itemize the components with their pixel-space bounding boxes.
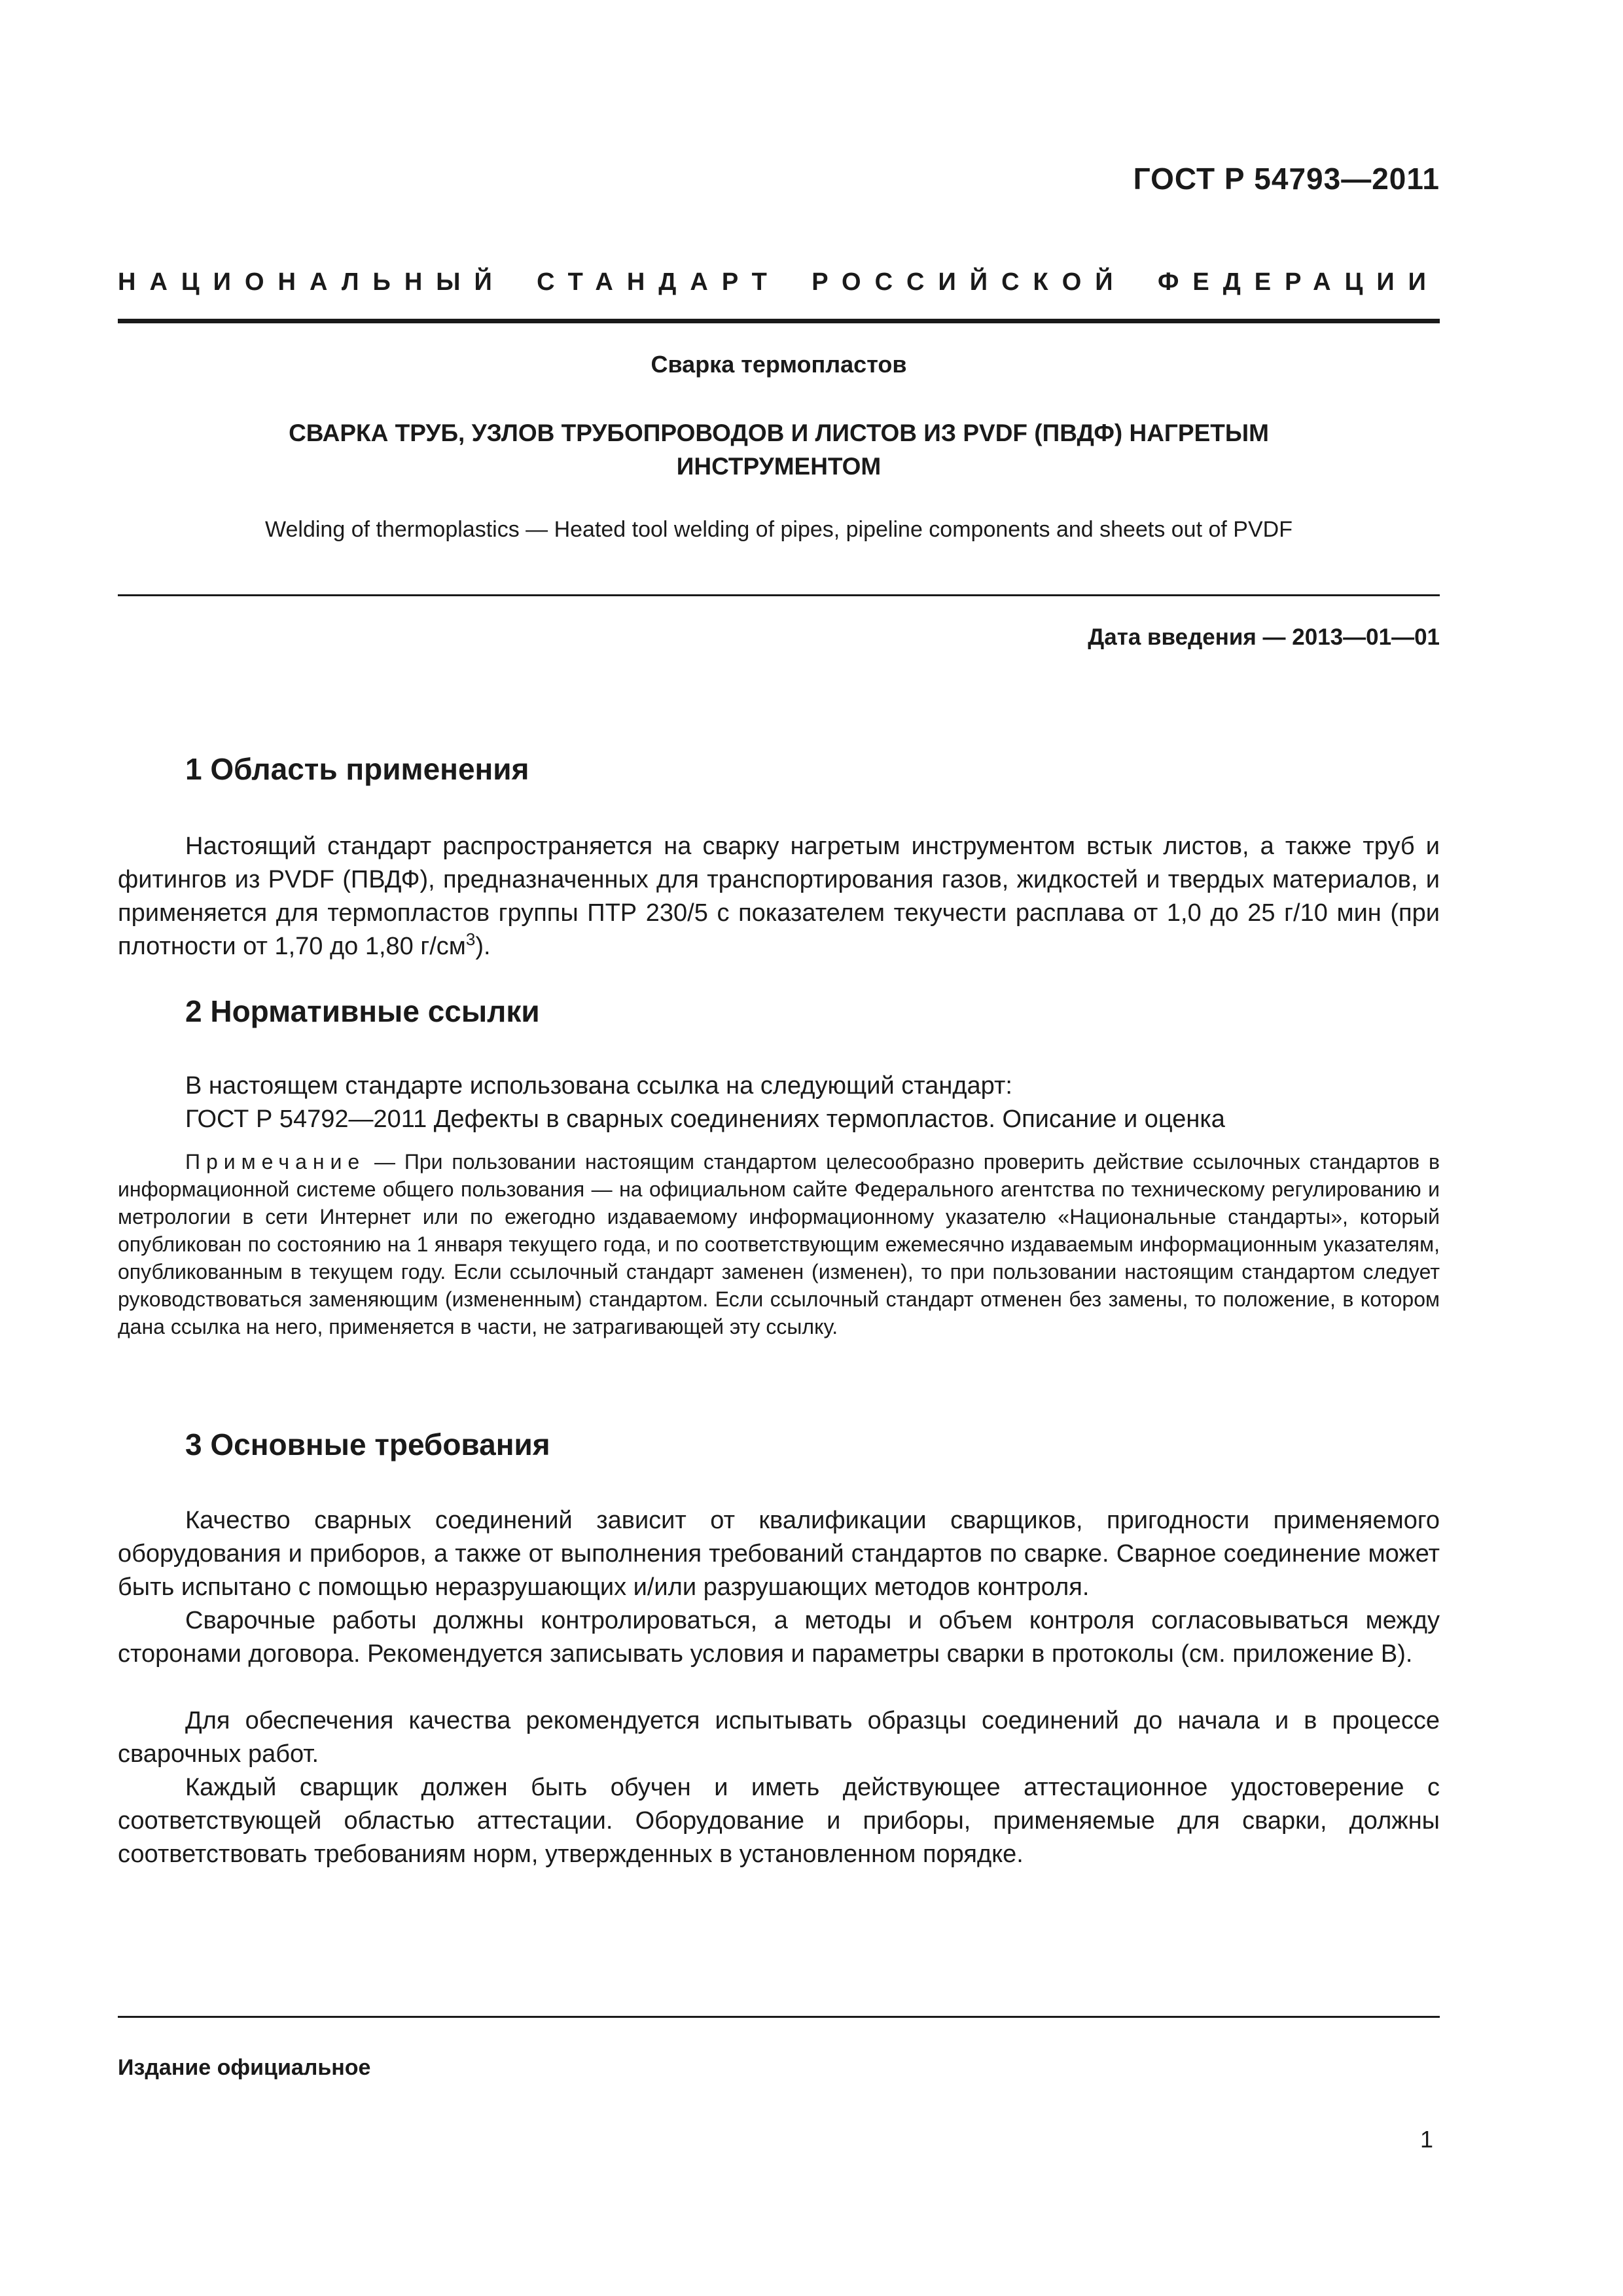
banner-word: ФЕДЕРАЦИИ [1157,268,1440,296]
note-label: Примечание [185,1150,366,1174]
page-number: 1 [1419,2126,1433,2153]
english-title: Welding of thermoplastics — Heated tool welding of pipes, pipeline components and sheets out of PVDF [265,517,1293,542]
section-2-heading: 2 Нормативные ссылки [185,994,540,1028]
section-1-paragraph [118,830,1440,963]
document-number: ГОСТ Р 54793—2011 [1133,162,1440,196]
banner-word: РОССИЙСКОЙ [812,268,1127,296]
section-3-paragraph: Сварочные работы должны контролироваться, а методы и объем контроля согласовываться между сторонами договора. Рекомендуется записывать условия и параметры сварки в протоколы (см. приложение В). [118,1607,1440,1668]
banner-word: СТАНДАРТ [537,268,781,296]
section-3-paragraph: Каждый сварщик должен быть обучен и иметь действующее аттестационное удостоверение с соответствующей областью аттестации. Оборудование и приборы, применяемые для сварки, должны соответствовать требованиям норм, утвержденных в установленном порядке. [118,1774,1440,1868]
section-3-paragraph: Для обеспечения качества рекомендуется испытывать образцы соединений до начала и в процессе сварочных работ. [118,1707,1440,1768]
document-title [118,416,1440,483]
section-3-paragraph: Качество сварных соединений зависит от квалификации сварщиков, пригодности применяемого оборудования и приборов, а также от выполнения требований стандартов по сварке. Сварное соединение может быть испытано с помощью неразрушающих и/или разрушающих методов контроля. [118,1507,1440,1601]
title-line-2: ИНСТРУМЕНТОМ [676,453,882,480]
title-divider [118,594,1440,596]
subject-line: Сварка термопластов [651,351,907,378]
edition-label: Издание официальное [118,2055,371,2080]
section-2-line-1: В настоящем стандарте использована ссылка на следующий стандарт: [185,1072,1012,1100]
section-1-text: Настоящий стандарт распространяется на сварку нагретым инструментом встык листов, а также труб и фитингов из PVDF (ПВДФ), предназначенных для транспортирования газов, жидкостей и твердых материалов, и применяется для термопластов группы ПТР 230/5 с показателем текучести расплава от 1,0 до 25 г/10 мин (при плотности от 1,70 до 1,80 г/см [118,833,1440,960]
section-3-heading: 3 Основные требования [185,1427,550,1462]
section-1-text-end: ). [475,933,491,960]
national-standard-banner [118,268,1440,296]
header-divider [118,319,1440,323]
note [118,1148,1440,1340]
banner-word: НАЦИОНАЛЬНЫЙ [118,268,506,296]
title-line-1: СВАРКА ТРУБ, УЗЛОВ ТРУБОПРОВОДОВ И ЛИСТОВ ИЗ PVDF (ПВДФ) НАГРЕТЫМ [289,420,1269,446]
normative-reference: ГОСТ Р 54792—2011 Дефекты в сварных соединениях термопластов. Описание и оценка [185,1105,1225,1133]
note-text: — При пользовании настоящим стандартом целесообразно проверить действие ссылочных стандартов в информационной системе общего пользования — на официальном сайте Федерального агентства по техническому регулированию и метрологии в сети Интернет или по ежегодно издаваемому информационному указателю «Национальные стандарты», который опубликован по состоянию на 1 января текущего года, и по соответствующим ежемесячно издаваемым информационным указателям, опубликованным в текущем году. Если ссылочный стандарт заменен (изменен), то при пользовании настоящим стандартом следует руководствоваться заменяющим (измененным) стандартом. Если ссылочный стандарт отменен без замены, то положение, в котором дана ссылка на него, применяется в части, не затрагивающей эту ссылку. [118,1150,1440,1338]
footer-divider [118,2016,1440,2018]
superscript: 3 [465,929,476,949]
section-1-heading: 1 Область применения [185,752,529,786]
introduction-date: Дата введения — 2013—01—01 [1088,624,1440,650]
